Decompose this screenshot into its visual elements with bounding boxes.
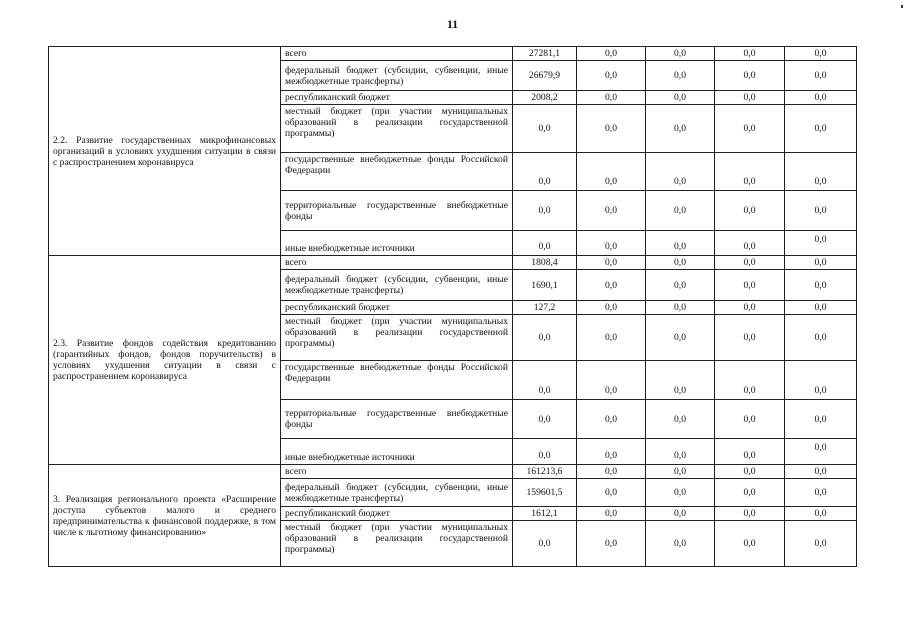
year-value: 0,0 [646,47,715,61]
year-value: 0,0 [715,361,785,400]
funding-source: местный бюджет (при участии муниципальных образований в реализации государственной программы) [281,105,513,153]
year-value: 0,0 [646,91,715,105]
year-value: 0,0 [715,400,785,439]
scan-edge-mark [901,5,903,8]
total-value: 127,2 [513,301,577,315]
funding-source: государственные внебюджетные фонды Российской Федерации [281,361,513,400]
total-value: 0,0 [513,191,577,231]
funding-source: республиканский бюджет [281,91,513,105]
year-value: 0,0 [785,191,857,231]
total-value: 0,0 [513,400,577,439]
year-value: 0,0 [577,191,646,231]
funding-source: местный бюджет (при участии муниципальных образований в реализации государственной программы) [281,521,513,567]
year-value: 0,0 [577,47,646,61]
year-value: 0,0 [577,507,646,521]
total-value: 161213,6 [513,465,577,479]
year-value: 0,0 [646,105,715,153]
table-row [49,465,857,479]
year-value: 0,0 [577,479,646,507]
event-name-cell: 3. Реализация регионального проекта «Расширение доступа субъектов малого и среднего предпринимательства к финансовой поддержке, в том числе к льготному финансированию» [49,465,281,567]
year-value: 0,0 [577,439,646,465]
year-value: 0,0 [785,315,857,361]
funding-source: федеральный бюджет (субсидии, субвенции, иные межбюджетные трансферты) [281,479,513,507]
year-value: 0,0 [715,191,785,231]
funding-source: иные внебюджетные источники [281,439,513,465]
year-value: 0,0 [715,91,785,105]
year-value: 0,0 [646,231,715,256]
year-value: 0,0 [577,301,646,315]
year-value: 0,0 [785,465,857,479]
year-value: 0,0 [715,256,785,270]
year-value: 0,0 [715,507,785,521]
year-value: 0,0 [577,231,646,256]
year-value: 0,0 [785,231,857,256]
year-value: 0,0 [715,231,785,256]
year-value: 0,0 [577,521,646,567]
total-value: 159601,5 [513,479,577,507]
year-value: 0,0 [715,479,785,507]
year-value: 0,0 [577,61,646,91]
year-value: 0,0 [577,91,646,105]
table-row [49,47,857,61]
funding-source: территориальные государственные внебюджетные фонды [281,191,513,231]
year-value: 0,0 [785,270,857,301]
funding-source: территориальные государственные внебюджетные фонды [281,400,513,439]
year-value: 0,0 [577,400,646,439]
year-value: 0,0 [646,507,715,521]
funding-source: всего [281,465,513,479]
total-value: 0,0 [513,153,577,191]
year-value: 0,0 [577,270,646,301]
year-value: 0,0 [646,465,715,479]
year-value: 0,0 [577,105,646,153]
year-value: 0,0 [715,465,785,479]
year-value: 0,0 [715,47,785,61]
year-value: 0,0 [785,47,857,61]
year-value: 0,0 [715,315,785,361]
total-value: 1612,1 [513,507,577,521]
total-value: 26679,9 [513,61,577,91]
year-value: 0,0 [646,191,715,231]
year-value: 0,0 [715,153,785,191]
total-value: 0,0 [513,439,577,465]
year-value: 0,0 [785,91,857,105]
year-value: 0,0 [577,361,646,400]
year-value: 0,0 [785,153,857,191]
budget-table [48,46,857,567]
year-value: 0,0 [785,439,857,465]
year-value: 0,0 [646,256,715,270]
funding-source: республиканский бюджет [281,301,513,315]
year-value: 0,0 [785,256,857,270]
total-value: 0,0 [513,521,577,567]
total-value: 0,0 [513,315,577,361]
year-value: 0,0 [577,465,646,479]
event-name-cell: 2.3. Развитие фондов содействия кредитованию (гарантийных фондов, фондов поручительств) в условиях ухудшения ситуации в связи с распространением коронавируса [49,256,281,465]
total-value: 27281,1 [513,47,577,61]
year-value: 0,0 [785,400,857,439]
year-value: 0,0 [785,361,857,400]
year-value: 0,0 [646,439,715,465]
year-value: 0,0 [785,521,857,567]
year-value: 0,0 [715,301,785,315]
year-value: 0,0 [715,439,785,465]
page-number: 11 [446,17,459,31]
total-value: 0,0 [513,105,577,153]
year-value: 0,0 [785,507,857,521]
total-value: 1808,4 [513,256,577,270]
funding-source: местный бюджет (при участии муниципальных образований в реализации государственной программы) [281,315,513,361]
table-row [49,256,857,270]
year-value: 0,0 [577,315,646,361]
year-value: 0,0 [646,270,715,301]
year-value: 0,0 [785,479,857,507]
year-value: 0,0 [577,256,646,270]
year-value: 0,0 [715,521,785,567]
event-name-cell: 2.2. Развитие государственных микрофинансовых организаций в условиях ухудшения ситуации в связи с распространением коронавируса [49,47,281,256]
funding-source: всего [281,256,513,270]
total-value: 0,0 [513,231,577,256]
total-value: 1690,1 [513,270,577,301]
year-value: 0,0 [646,361,715,400]
year-value: 0,0 [715,270,785,301]
year-value: 0,0 [785,61,857,91]
year-value: 0,0 [577,153,646,191]
funding-source: иные внебюджетные источники [281,231,513,256]
year-value: 0,0 [646,315,715,361]
year-value: 0,0 [646,479,715,507]
funding-source: республиканский бюджет [281,507,513,521]
year-value: 0,0 [785,301,857,315]
year-value: 0,0 [785,105,857,153]
year-value: 0,0 [715,61,785,91]
year-value: 0,0 [646,301,715,315]
funding-source: всего [281,47,513,61]
year-value: 0,0 [646,400,715,439]
year-value: 0,0 [646,61,715,91]
total-value: 2008,2 [513,91,577,105]
funding-source: государственные внебюджетные фонды Российской Федерации [281,153,513,191]
total-value: 0,0 [513,361,577,400]
year-value: 0,0 [646,153,715,191]
year-value: 0,0 [715,105,785,153]
funding-source: федеральный бюджет (субсидии, субвенции, иные межбюджетные трансферты) [281,270,513,301]
funding-source: федеральный бюджет (субсидии, субвенции, иные межбюджетные трансферты) [281,61,513,91]
year-value: 0,0 [646,521,715,567]
